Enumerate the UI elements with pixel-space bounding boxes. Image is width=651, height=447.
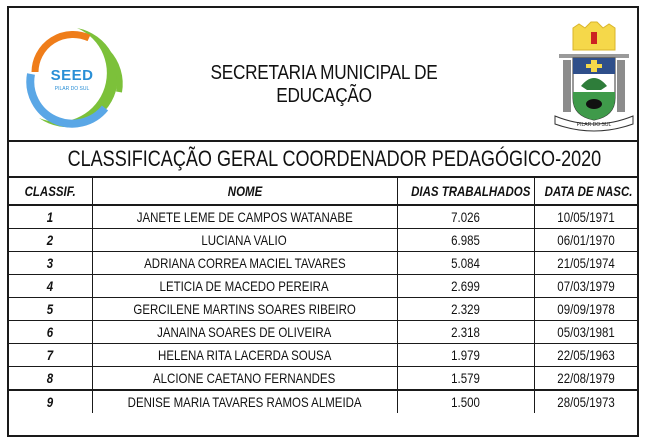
name-cell: DENISE MARIA TAVARES RAMOS ALMEIDA (92, 390, 397, 413)
days-cell: 6.985 (397, 229, 534, 252)
table-row (9, 205, 637, 229)
table-header-row (9, 178, 637, 205)
table-row (9, 275, 637, 298)
seed-logo (19, 22, 129, 132)
classification-table (9, 178, 637, 413)
birth-cell: 22/08/1979 (534, 367, 637, 391)
birth-cell: 06/01/1970 (534, 229, 637, 252)
coat-of-arms (549, 20, 639, 132)
name-cell: GERCILENE MARTINS SOARES RIBEIRO (92, 298, 397, 321)
days-cell: 7.026 (397, 205, 534, 229)
birth-cell: 28/05/1973 (534, 390, 637, 413)
birth-cell: 05/03/1981 (534, 321, 637, 344)
table-row (9, 321, 637, 344)
birth-cell: 07/03/1979 (534, 275, 637, 298)
name-cell: JANETE LEME DE CAMPOS WATANABE (92, 205, 397, 229)
table-row (9, 298, 637, 321)
name-cell: JANAINA SOARES DE OLIVEIRA (92, 321, 397, 344)
days-cell: 2.329 (397, 298, 534, 321)
column-header-classif: CLASSIF. (9, 178, 92, 205)
table-row (9, 344, 637, 367)
name-cell: LETICIA DE MACEDO PEREIRA (92, 275, 397, 298)
table-row (9, 367, 637, 391)
column-header-nome: NOME (92, 178, 397, 205)
birth-cell: 22/05/1963 (534, 344, 637, 367)
birth-cell: 10/05/1971 (534, 205, 637, 229)
birth-cell: 21/05/1974 (534, 252, 637, 275)
rank-cell: 2 (9, 229, 92, 252)
rank-cell: 7 (9, 344, 92, 367)
days-cell: 2.699 (397, 275, 534, 298)
secretariat-title: SECRETARIA MUNICIPAL DE EDUCAÇÃO (210, 62, 438, 107)
seed-logo-text: SEED (50, 67, 94, 84)
document-sheet (7, 6, 639, 437)
table-row (9, 229, 637, 252)
column-header-dias: DIAS TRABALHADOS (397, 178, 534, 205)
name-cell: ALCIONE CAETANO FERNANDES (92, 367, 397, 391)
days-cell: 1.979 (397, 344, 534, 367)
birth-cell: 09/09/1978 (534, 298, 637, 321)
days-cell: 1.579 (397, 367, 534, 391)
column-header-data-nasc: DATA DE NASC. (534, 178, 637, 205)
rank-cell: 1 (9, 205, 92, 229)
svg-text:PILAR DO SUL: PILAR DO SUL (576, 122, 612, 128)
rank-cell: 3 (9, 252, 92, 275)
seed-logo-subtitle: PILAR DO SUL (54, 86, 90, 92)
table-row (9, 252, 637, 275)
days-cell: 1.500 (397, 390, 534, 413)
classification-title-row (9, 142, 637, 178)
days-cell: 5.084 (397, 252, 534, 275)
coat-of-arms-icon (549, 20, 639, 132)
rank-cell: 6 (9, 321, 92, 344)
rank-cell: 5 (9, 298, 92, 321)
table-row (9, 390, 637, 413)
name-cell: LUCIANA VALIO (92, 229, 397, 252)
rank-cell: 4 (9, 275, 92, 298)
name-cell: HELENA RITA LACERDA SOUSA (92, 344, 397, 367)
classification-title: CLASSIFICAÇÃO GERAL COORDENADOR PEDAGÓGICO-2020 (67, 146, 602, 171)
rank-cell: 9 (9, 390, 92, 413)
days-cell: 2.318 (397, 321, 534, 344)
document-header (9, 8, 637, 142)
name-cell: ADRIANA CORREA MACIEL TAVARES (92, 252, 397, 275)
rank-cell: 8 (9, 367, 92, 391)
